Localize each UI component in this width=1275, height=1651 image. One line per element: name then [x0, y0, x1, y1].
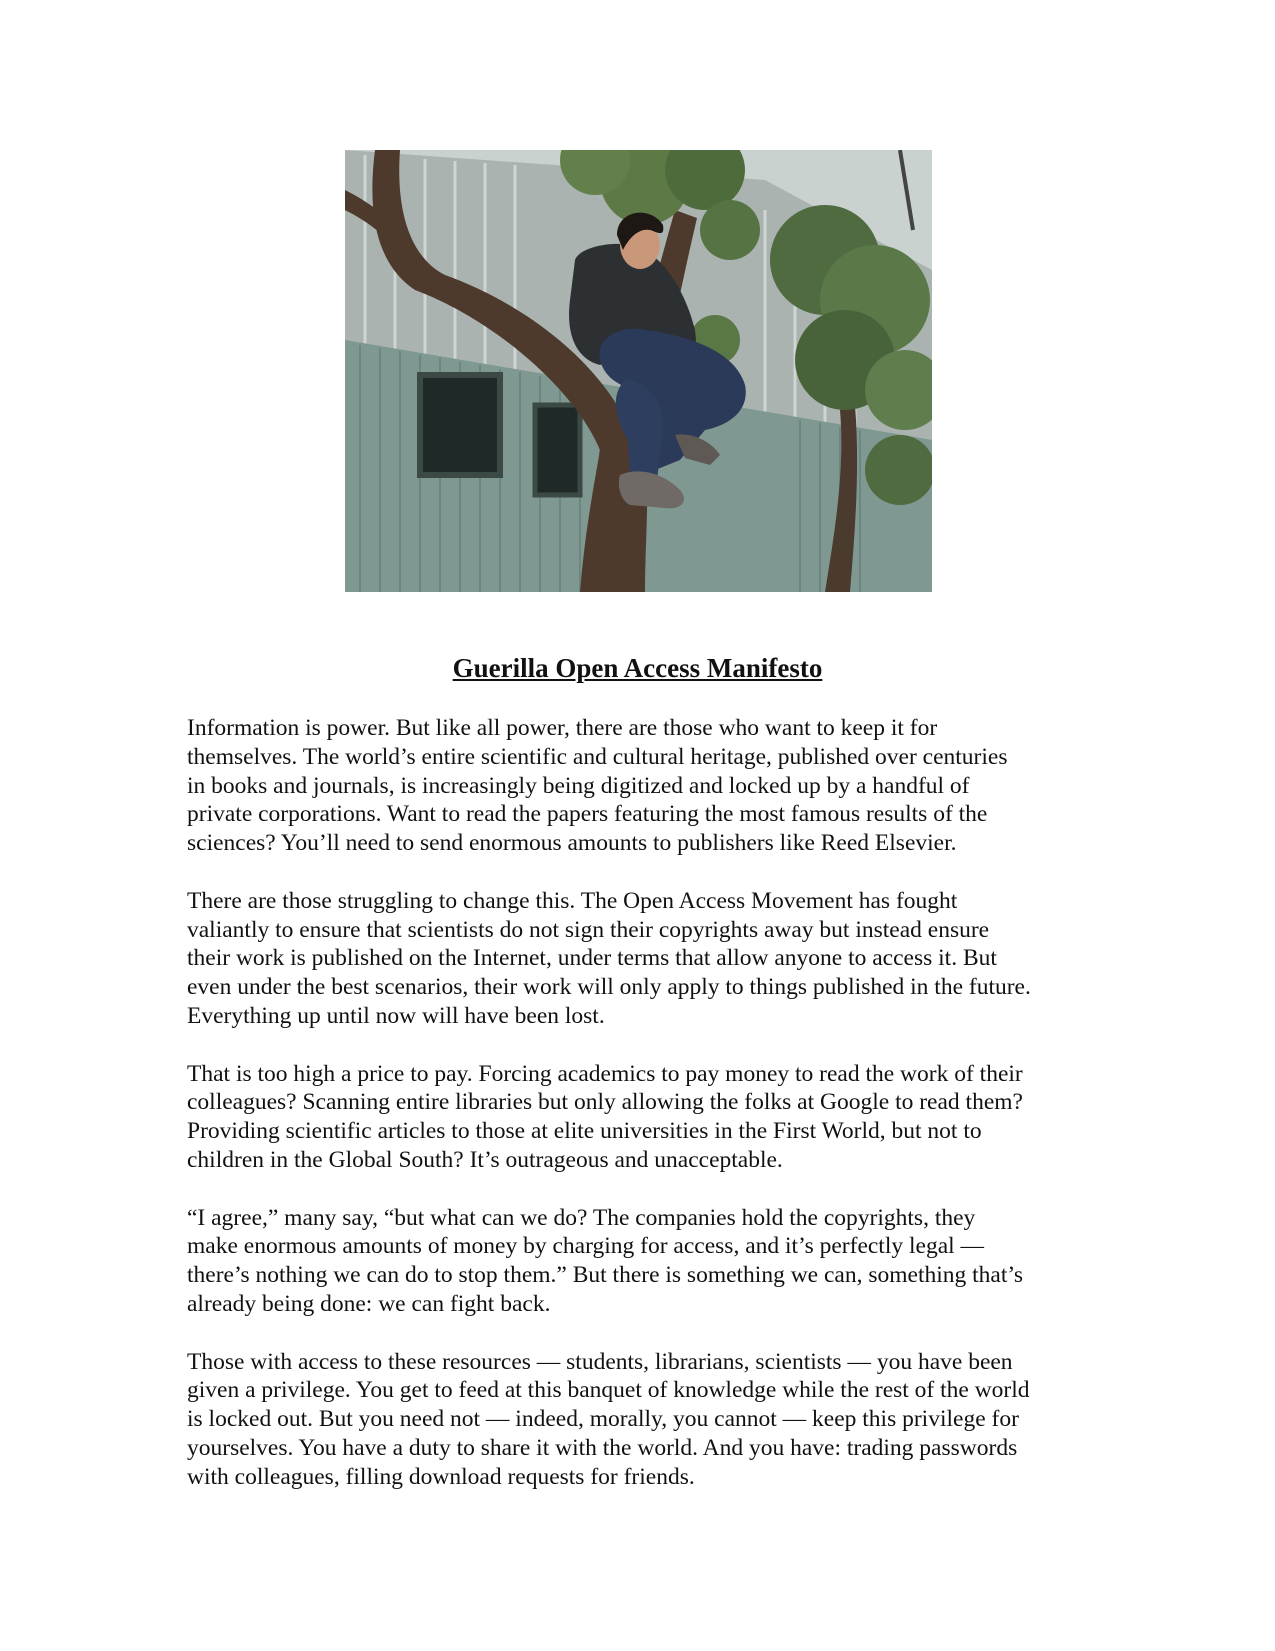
manifesto-body — [187, 714, 1092, 1520]
paragraph-1: Information is power. But like all power, there are those who want to keep it for themselves. The world’s entire scientific and cultural heritage, published over centuries in books and journals, is increasingly being digitized and locked up by a handful of private corporations. Want to read the papers featuring the most famous results of the sciences? You’ll need to send enormous amounts to publishers like Reed Elsevier. — [187, 715, 1008, 857]
photo-person-in-tree — [345, 150, 932, 592]
paragraph-5: Those with access to these resources — students, librarians, scientists — you have been given a privilege. You get to feed at this banquet of knowledge while the rest of the world is locked out. But you need not — indeed, morally, you cannot — keep this privilege for yourselves. You have a duty to share it with the world. And you have: trading passwords with colleagues, filling download requests for friends. — [187, 1348, 1030, 1490]
paragraph-2: There are those struggling to change this. The Open Access Movement has fought valiantly to ensure that scientists do not sign their copyrights away but instead ensure their work is published on the Internet, under terms that allow anyone to access it. But even under the best scenarios, their work will only apply to things published in the future. Everything up until now will have been lost. — [187, 887, 1031, 1029]
paragraph-3: That is too high a price to pay. Forcing academics to pay money to read the work of their colleagues? Scanning entire libraries but only allowing the folks at Google to read them? Providing scientific articles to those at elite universities in the First World, but not to children in the Global South? It’s outrageous and unacceptable. — [187, 1060, 1023, 1173]
paragraph-4: “I agree,” many say, “but what can we do? The companies hold the copyrights, they make enormous amounts of money by charging for access, and it’s perfectly legal — there’s nothing we can do to stop them.” But there is something we can, something that’s already being done: we can fight back. — [187, 1204, 1024, 1317]
page-title: Guerilla Open Access Manifesto — [452, 653, 823, 683]
header-photo — [345, 150, 932, 592]
